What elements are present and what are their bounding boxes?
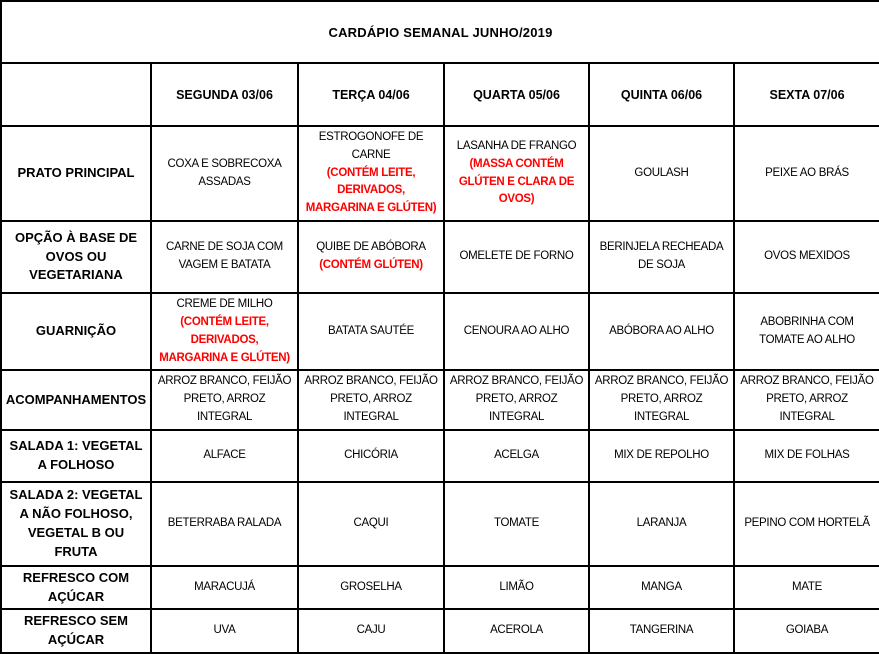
day-header-terca: TERÇA 04/06: [298, 63, 444, 126]
dish-name: MARACUJÁ: [194, 580, 255, 593]
menu-cell-4-3: [589, 430, 734, 482]
dish-name: OVOS MEXIDOS: [764, 250, 850, 263]
row-category-label: SALADA 1: VEGETAL A FOLHOSO: [1, 430, 151, 482]
dish-name: ARROZ BRANCO, FEIJÃO PRETO, ARROZ INTEGRAL: [304, 375, 438, 423]
allergen-note: (CONTÉM LEITE, DERIVADOS, MARGARINA E GLÚTEN): [305, 166, 437, 215]
menu-cell-1-3: [589, 221, 734, 293]
menu-cell-5-3: [589, 482, 734, 566]
dish-name: OMELETE DE FORNO: [459, 250, 574, 263]
dish-name: PEPINO COM HORTELÃ: [744, 516, 870, 529]
dish-name: COXA E SOBRECOXA ASSADAS: [167, 157, 282, 188]
row-category-label: REFRESCO COM AÇÚCAR: [1, 566, 151, 610]
menu-row-0: [1, 126, 879, 221]
menu-cell-3-1: [298, 370, 444, 429]
menu-cell-6-3: [589, 566, 734, 610]
menu-cell-1-2: [444, 221, 589, 293]
menu-cell-1-4: [734, 221, 879, 293]
page-title: CARDÁPIO SEMANAL JUNHO/2019: [1, 1, 879, 63]
menu-cell-3-2: [444, 370, 589, 429]
dish-name: ABOBRINHA COM TOMATE AO ALHO: [759, 315, 855, 346]
menu-cell-6-2: [444, 566, 589, 610]
allergen-note: (MASSA CONTÉM GLÚTEN E CLARA DE OVOS): [458, 157, 575, 206]
day-header-row: [1, 63, 879, 126]
menu-cell-6-4: [734, 566, 879, 610]
title-row: [1, 1, 879, 63]
allergen-note: (CONTÉM LEITE, DERIVADOS, MARGARINA E GLÚTEN): [159, 315, 290, 364]
menu-cell-6-1: [298, 566, 444, 610]
menu-cell-3-3: [589, 370, 734, 429]
menu-cell-0-0: [151, 126, 298, 221]
menu-cell-4-2: [444, 430, 589, 482]
menu-cell-5-1: [298, 482, 444, 566]
dish-name: ALFACE: [203, 448, 246, 461]
menu-cell-5-2: [444, 482, 589, 566]
menu-cell-2-3: [589, 293, 734, 370]
dish-name: MATE: [792, 580, 822, 593]
dish-name: ARROZ BRANCO, FEIJÃO PRETO, ARROZ INTEGRAL: [594, 375, 729, 423]
menu-cell-1-1: [298, 221, 444, 293]
menu-cell-6-0: [151, 566, 298, 610]
dish-name: ARROZ BRANCO, FEIJÃO PRETO, ARROZ INTEGRAL: [157, 375, 292, 423]
menu-cell-0-1: [298, 126, 444, 221]
dish-name: BERINJELA RECHEADA DE SOJA: [599, 241, 724, 272]
menu-row-3: [1, 370, 879, 429]
menu-row-6: [1, 566, 879, 610]
dish-name: PEIXE AO BRÁS: [765, 166, 849, 179]
menu-cell-2-1: [298, 293, 444, 370]
dish-name: MIX DE REPOLHO: [614, 448, 709, 461]
dish-name: MIX DE FOLHAS: [764, 448, 850, 461]
dish-name: LASANHA DE FRANGO: [456, 139, 577, 152]
row-category-label: PRATO PRINCIPAL: [1, 126, 151, 221]
menu-cell-7-0: [151, 609, 298, 653]
row-category-label: GUARNIÇÃO: [1, 293, 151, 370]
dish-name: LIMÃO: [499, 580, 534, 593]
dish-name: CAQUI: [353, 516, 389, 529]
dish-name: UVA: [213, 624, 236, 637]
dish-name: CARNE DE SOJA COM VAGEM E BATATA: [166, 241, 283, 272]
dish-name: CHICÓRIA: [344, 448, 398, 461]
dish-name: ACELGA: [494, 448, 539, 461]
menu-cell-2-2: [444, 293, 589, 370]
menu-row-5: [1, 482, 879, 566]
dish-name: CENOURA AO ALHO: [463, 324, 570, 337]
menu-row-2: [1, 293, 879, 370]
dish-name: BETERRABA RALADA: [167, 516, 282, 529]
menu-cell-2-0: [151, 293, 298, 370]
dish-name: ARROZ BRANCO, FEIJÃO PRETO, ARROZ INTEGRAL: [449, 375, 584, 423]
allergen-note: (CONTÉM GLÚTEN): [319, 259, 423, 272]
dish-name: BATATA SAUTÉE: [328, 324, 414, 337]
menu-cell-4-4: [734, 430, 879, 482]
menu-cell-2-4: [734, 293, 879, 370]
row-category-label: ACOMPANHAMENTOS: [1, 370, 151, 429]
menu-cell-7-4: [734, 609, 879, 653]
menu-row-4: [1, 430, 879, 482]
row-category-label: SALADA 2: VEGETAL A NÃO FOLHOSO, VEGETAL B OU FRUTA: [1, 482, 151, 566]
dish-name: CAJU: [356, 624, 386, 637]
menu-cell-7-2: [444, 609, 589, 653]
dish-name: TOMATE: [493, 516, 540, 529]
menu-cell-0-3: [589, 126, 734, 221]
dish-name: GROSELHA: [340, 580, 402, 593]
dish-name: ESTROGONOFE DE CARNE: [318, 131, 424, 161]
row-category-label: OPÇÃO À BASE DE OVOS OU VEGETARIANA: [1, 221, 151, 293]
menu-cell-1-0: [151, 221, 298, 293]
menu-cell-7-3: [589, 609, 734, 653]
day-header-quinta: QUINTA 06/06: [589, 63, 734, 126]
dish-name: LARANJA: [636, 516, 687, 529]
menu-body: [1, 126, 879, 653]
menu-cell-0-2: [444, 126, 589, 221]
menu-cell-0-4: [734, 126, 879, 221]
dish-name: GOULASH: [634, 166, 689, 179]
dish-name: MANGA: [641, 580, 682, 593]
row-category-label: REFRESCO SEM AÇÚCAR: [1, 609, 151, 653]
menu-cell-3-4: [734, 370, 879, 429]
dish-name: TANGERINA: [629, 624, 694, 637]
menu-cell-4-1: [298, 430, 444, 482]
dish-name: ABÓBORA AO ALHO: [609, 324, 714, 337]
dish-name: GOIABA: [785, 624, 829, 637]
dish-name: CREME DE MILHO: [176, 298, 273, 311]
menu-row-1: [1, 221, 879, 293]
corner-cell: [1, 63, 151, 126]
menu-row-7: [1, 609, 879, 653]
menu-cell-5-4: [734, 482, 879, 566]
dish-name: ARROZ BRANCO, FEIJÃO PRETO, ARROZ INTEGRAL: [740, 375, 874, 423]
dish-name: QUIBE DE ABÓBORA: [316, 241, 426, 254]
menu-cell-5-0: [151, 482, 298, 566]
day-header-segunda: SEGUNDA 03/06: [151, 63, 298, 126]
day-header-quarta: QUARTA 05/06: [444, 63, 589, 126]
dish-name: ACEROLA: [490, 624, 543, 637]
menu-cell-7-1: [298, 609, 444, 653]
menu-cell-3-0: [151, 370, 298, 429]
day-header-sexta: SEXTA 07/06: [734, 63, 879, 126]
menu-cell-4-0: [151, 430, 298, 482]
